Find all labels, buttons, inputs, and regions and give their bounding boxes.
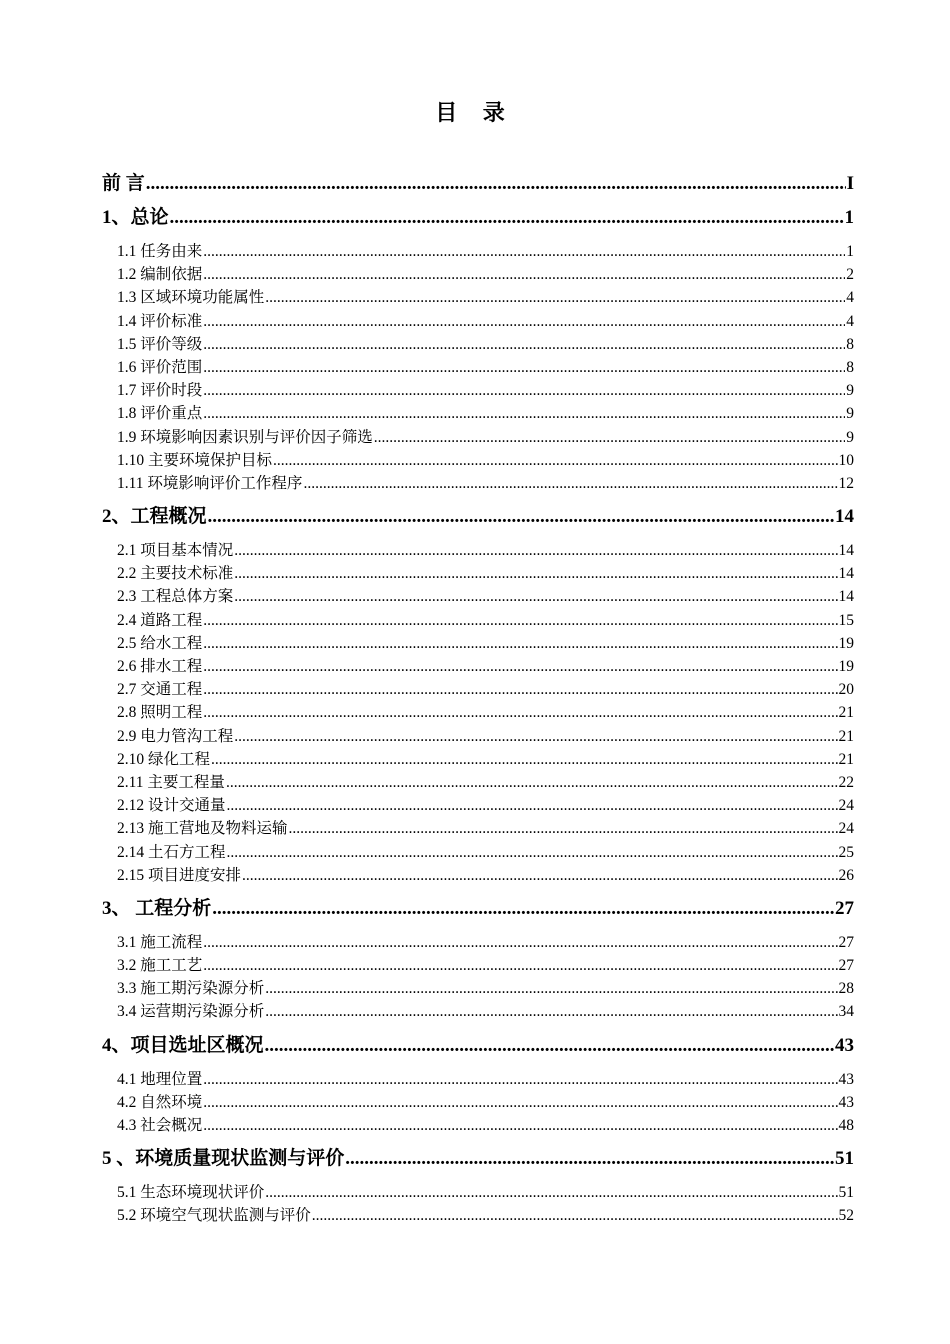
toc-page-number: 8 [846,358,854,376]
toc-entry-label: 5.1 生态环境现状评价 [117,1184,265,1202]
toc-dot-leader [203,609,837,632]
toc-chapter-entry[interactable] [102,206,854,230]
toc-page-number: 26 [838,866,854,884]
toc-dot-leader [203,333,845,356]
toc-chapter-entry[interactable] [102,897,854,921]
toc-entry-label: 2.10 绿化工程 [117,750,211,768]
toc-dot-leader [345,1147,834,1171]
toc-chapter-entry[interactable] [102,1147,854,1171]
toc-section-entry[interactable] [102,1181,854,1204]
toc-page-number: 24 [838,797,854,815]
toc-entry-label: 3.2 施工工艺 [117,957,203,975]
toc-dot-leader [226,771,838,794]
toc-section-entry[interactable] [102,1091,854,1114]
toc-section-entry[interactable] [102,817,854,840]
toc-entry-label: 2.13 施工营地及物料运输 [117,820,288,838]
toc-page-number: 14 [838,588,854,606]
toc-entry-label: 4、项目选址区概况 [102,1034,264,1056]
toc-section-entry[interactable] [102,240,854,263]
toc-page-number: 1 [846,243,854,260]
toc-section-entry[interactable] [102,841,854,864]
toc-page-number: 2 [846,266,854,284]
toc-entry-label: 1.4 评价标准 [117,312,203,330]
toc-dot-leader [312,1204,838,1227]
toc-page-number: 20 [838,681,854,699]
toc-dot-leader [203,379,845,402]
toc-section-entry[interactable] [102,794,854,817]
toc-entry-label: 1.2 编制依据 [117,266,203,284]
toc-dot-leader [212,897,834,921]
table-of-contents [102,168,854,1228]
toc-page-number: 15 [838,611,854,629]
toc-entry-label: 1.1 任务由来 [117,243,203,260]
toc-section-entry[interactable] [102,472,854,495]
toc-chapter-entry[interactable] [102,172,854,196]
toc-entry-label: 2.15 项目进度安排 [117,866,242,884]
toc-dot-leader [265,286,845,309]
toc-section-entry[interactable] [102,356,854,379]
toc-section-entry[interactable] [102,379,854,402]
toc-entry-label: 2.12 设计交通量 [117,797,226,815]
toc-entry-label: 4.3 社会概况 [117,1117,203,1134]
toc-section-entry[interactable] [102,864,854,887]
toc-dot-leader [203,655,837,678]
toc-dot-leader [203,678,837,701]
toc-section-entry[interactable] [102,263,854,286]
toc-dot-leader [303,472,837,495]
toc-page-number: 1 [844,207,854,228]
toc-page-number: 43 [835,1034,854,1056]
toc-section-entry[interactable] [102,1000,854,1023]
toc-entry-label: 1、总论 [102,207,169,228]
toc-entry-label: 4.2 自然环境 [117,1093,203,1111]
toc-entry-label: 1.9 环境影响因素识别与评价因子筛选 [117,428,373,446]
toc-entry-label: 2.4 道路工程 [117,611,203,629]
toc-section-entry[interactable] [102,655,854,678]
toc-page-number: 25 [838,843,854,861]
toc-page-number: 14 [838,542,854,560]
toc-entry-label: 2.8 照明工程 [117,704,203,722]
toc-dot-leader [227,841,838,864]
toc-entry-label: 2.6 排水工程 [117,658,203,675]
toc-section-entry[interactable] [102,701,854,724]
toc-dot-leader [234,539,837,562]
toc-dot-leader [203,954,837,977]
toc-dot-leader [203,310,845,333]
toc-dot-leader [203,931,837,954]
toc-section-entry[interactable] [102,562,854,585]
toc-entry-label: 2.9 电力管沟工程 [117,727,234,745]
toc-dot-leader [203,240,845,263]
toc-page-number: 4 [846,312,854,330]
toc-dot-leader [146,172,846,196]
toc-page-number: I [846,173,854,194]
toc-section-entry[interactable] [102,771,854,794]
toc-page-number: 21 [838,704,854,722]
toc-dot-leader [208,505,834,529]
toc-entry-label: 前 言 [102,173,145,194]
toc-section-entry[interactable] [102,426,854,449]
toc-entry-label: 3.3 施工期污染源分析 [117,980,265,998]
toc-page-number: 22 [838,773,854,791]
toc-dot-leader [203,701,837,724]
toc-page-number: 10 [838,451,854,469]
toc-entry-label: 3.1 施工流程 [117,933,203,951]
toc-section-entry[interactable] [102,286,854,309]
toc-dot-leader [203,402,845,425]
toc-entry-label: 2.3 工程总体方案 [117,588,234,606]
toc-dot-leader [289,817,838,840]
toc-section-entry[interactable] [102,632,854,655]
toc-entry-label: 1.11 环境影响评价工作程序 [117,474,303,492]
toc-dot-leader [203,1114,837,1137]
toc-section-entry[interactable] [102,678,854,701]
toc-entry-label: 1.5 评价等级 [117,335,203,353]
toc-page-number: 34 [838,1003,854,1021]
toc-section-entry[interactable] [102,1114,854,1137]
toc-page-number: 43 [838,1093,854,1111]
toc-entry-label: 1.8 评价重点 [117,405,203,423]
toc-page-number: 4 [846,289,854,307]
toc-dot-leader [234,725,837,748]
toc-entry-label: 3、 工程分析 [102,897,212,919]
toc-dot-leader [203,263,845,286]
toc-page-number: 19 [838,658,854,675]
toc-chapter-entry[interactable] [102,1034,854,1058]
toc-entry-label: 3.4 运营期污染源分析 [117,1003,265,1021]
toc-section-entry[interactable] [102,1204,854,1227]
toc-entry-label: 2.1 项目基本情况 [117,542,234,560]
toc-entry-label: 1.3 区域环境功能属性 [117,289,265,307]
toc-page-number: 21 [838,727,854,745]
toc-page-number: 52 [838,1207,854,1225]
toc-section-entry[interactable] [102,931,854,954]
toc-dot-leader [203,1091,837,1114]
toc-entry-label: 2.14 土石方工程 [117,843,226,861]
toc-dot-leader [234,585,837,608]
toc-dot-leader [265,1000,837,1023]
toc-entry-label: 2.5 给水工程 [117,634,203,652]
toc-entry-label: 2.7 交通工程 [117,681,203,699]
toc-section-entry[interactable] [102,977,854,1000]
toc-entry-label: 5 、环境质量现状监测与评价 [102,1148,345,1170]
toc-dot-leader [203,1068,837,1091]
toc-page-number: 43 [838,1070,854,1088]
toc-page-number: 9 [846,405,854,423]
toc-page-number: 48 [838,1117,854,1134]
toc-entry-label: 1.6 评价范围 [117,358,203,376]
toc-dot-leader [170,206,844,230]
toc-page-number: 51 [838,1184,854,1202]
toc-section-entry[interactable] [102,1068,854,1091]
toc-page-number: 19 [838,634,854,652]
toc-page-number: 27 [835,897,854,919]
toc-page-number: 9 [846,382,854,400]
toc-page-number: 27 [838,933,854,951]
toc-entry-label: 2.2 主要技术标准 [117,565,234,583]
toc-chapter-entry[interactable] [102,505,854,529]
toc-section-entry[interactable] [102,310,854,333]
toc-entry-label: 4.1 地理位置 [117,1070,203,1088]
toc-section-entry[interactable] [102,449,854,472]
toc-section-entry[interactable] [102,725,854,748]
toc-entry-label: 1.10 主要环境保护目标 [117,451,273,469]
toc-dot-leader [203,632,837,655]
toc-page-number: 24 [838,820,854,838]
toc-dot-leader [265,977,837,1000]
toc-dot-leader [374,426,845,449]
toc-section-entry[interactable] [102,402,854,425]
toc-section-entry[interactable] [102,539,854,562]
toc-entry-label: 1.7 评价时段 [117,382,203,400]
toc-page-number: 27 [838,957,854,975]
toc-section-entry[interactable] [102,585,854,608]
toc-page-number: 14 [835,506,854,528]
toc-page-number: 28 [838,980,854,998]
toc-section-entry[interactable] [102,333,854,356]
toc-dot-leader [273,449,837,472]
toc-page-number: 12 [838,474,854,492]
toc-entry-label: 2.11 主要工程量 [117,773,225,791]
toc-dot-leader [265,1181,837,1204]
toc-dot-leader [203,356,845,379]
toc-page-number: 21 [838,750,854,768]
toc-page-number: 51 [835,1148,854,1170]
toc-dot-leader [234,562,837,585]
toc-dot-leader [227,794,838,817]
toc-dot-leader [265,1034,834,1058]
toc-dot-leader [242,864,837,887]
page-title: 目 录 [435,100,515,125]
toc-page-number: 9 [846,428,854,446]
toc-entry-label: 5.2 环境空气现状监测与评价 [117,1207,311,1225]
toc-page-number: 14 [838,565,854,583]
toc-section-entry[interactable] [102,954,854,977]
toc-page-number: 8 [846,335,854,353]
toc-entry-label: 2、工程概况 [102,506,207,528]
toc-section-entry[interactable] [102,748,854,771]
toc-section-entry[interactable] [102,609,854,632]
toc-dot-leader [211,748,837,771]
